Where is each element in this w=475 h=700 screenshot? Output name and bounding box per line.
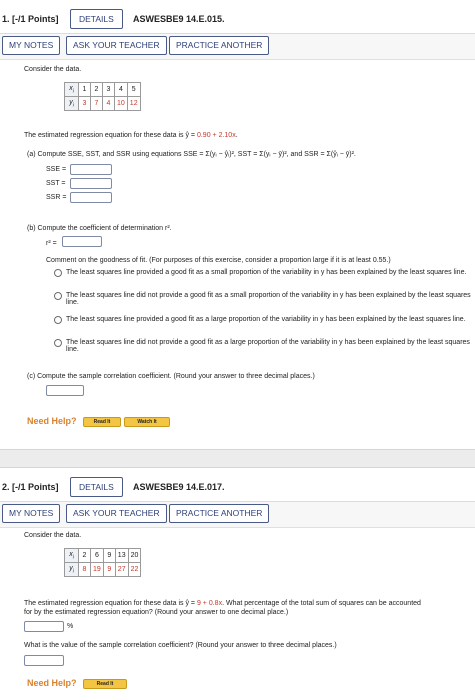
read-it-button[interactable]: Read It <box>83 679 127 689</box>
problem-toolbar <box>0 34 475 60</box>
table-cell: 20 <box>128 549 141 563</box>
option-radio-3[interactable] <box>54 316 62 324</box>
ask-teacher-button[interactable]: ASK YOUR TEACHER <box>66 36 167 55</box>
table-cell: 1 <box>79 83 91 97</box>
part-b-prompt: (b) Compute the coefficient of determination r². <box>27 225 172 232</box>
x-header: $x_i$ <box>65 549 79 563</box>
part-a-prompt: (a) Compute SSE, SST, and SSR using equations SSE = Σ(yᵢ − ŷᵢ)², SST = Σ(yᵢ − ȳ)², and SSR = Σ(ŷᵢ − ȳ)². <box>27 151 356 158</box>
goodness-of-fit-comment: Comment on the goodness of fit. (For purposes of this exercise, consider a proportion large if it is at least 0.55.) <box>46 257 391 264</box>
sst-label: SST = <box>46 180 66 187</box>
table-cell: 6 <box>91 549 104 563</box>
details-button[interactable]: DETAILS <box>70 9 123 29</box>
practice-another-button[interactable]: PRACTICE ANOTHER <box>169 504 269 523</box>
option-label-1: The least squares line provided a good fit as a small proportion of the variability in y has been explained by the least squares line. <box>66 269 467 276</box>
problem-header <box>0 468 475 502</box>
sse-input[interactable] <box>70 164 112 175</box>
table-row <box>65 549 141 563</box>
table-row <box>65 563 141 577</box>
problem-2 <box>0 468 475 688</box>
option-radio-2[interactable] <box>54 292 62 300</box>
consider-text: Consider the data. <box>24 66 82 73</box>
option-label-3: The least squares line provided a good fit as a large proportion of the variability in y has been explained by the least squares line. <box>66 316 466 323</box>
correlation-question: What is the value of the sample correlation coefficient? (Round your answer to three decimal places.) <box>24 642 337 649</box>
correlation-input[interactable] <box>46 385 84 396</box>
data-table <box>64 82 141 111</box>
sst-input[interactable] <box>70 178 112 189</box>
y-header: $y_i$ <box>65 97 79 111</box>
problem-points: 1. [-/1 Points] <box>2 14 59 24</box>
ssr-input[interactable] <box>70 192 112 203</box>
regression-equation: The estimated regression equation for these data is ŷ = 9 + 0.8x. What percentage of the total sum of squares can be accounted <box>24 600 421 607</box>
table-cell: 13 <box>115 549 128 563</box>
table-cell: 22 <box>128 563 141 577</box>
table-cell: 7 <box>91 97 103 111</box>
option-radio-4[interactable] <box>54 339 62 347</box>
problem-header <box>0 0 475 34</box>
option-label-4: The least squares line did not provide a good fit as a large proportion of the variability in y has been explained by the least squares line. <box>66 339 470 353</box>
part-c-prompt: (c) Compute the sample correlation coefficient. (Round your answer to three decimal places.) <box>27 373 315 380</box>
r2-label: r² = <box>46 240 57 247</box>
table-cell: 4 <box>115 83 128 97</box>
need-help-label: Need Help? <box>27 678 77 688</box>
option-label-2: The least squares line did not provide a good fit as a small proportion of the variability in y has been explained by the least squares line. <box>66 292 471 306</box>
table-cell: 9 <box>103 563 115 577</box>
problem-separator <box>0 449 475 468</box>
correlation-input[interactable] <box>24 655 64 666</box>
problem-code: ASWESBE9 14.E.015. <box>133 14 225 24</box>
watch-it-button[interactable]: Watch It <box>124 417 170 427</box>
table-cell: 5 <box>127 83 140 97</box>
problem-code: ASWESBE9 14.E.017. <box>133 482 225 492</box>
my-notes-button[interactable]: MY NOTES <box>2 504 60 523</box>
table-cell: 4 <box>103 97 115 111</box>
consider-text: Consider the data. <box>24 532 82 539</box>
problem-toolbar <box>0 502 475 528</box>
percentage-input[interactable] <box>24 621 64 632</box>
regression-question: for by the estimated regression equation? (Round your answer to one decimal place.) <box>24 609 289 616</box>
x-header: $x_i$ <box>65 83 79 97</box>
problem-points: 2. [-/1 Points] <box>2 482 59 492</box>
table-cell: 2 <box>91 83 103 97</box>
regression-equation: The estimated regression equation for these data is ŷ = 0.90 + 2.10x. <box>24 132 238 139</box>
percent-unit: % <box>67 623 74 630</box>
need-help-label: Need Help? <box>27 416 77 426</box>
r2-input[interactable] <box>62 236 102 247</box>
table-row <box>65 97 141 111</box>
table-cell: 10 <box>115 97 128 111</box>
table-cell: 9 <box>103 549 115 563</box>
option-radio-1[interactable] <box>54 269 62 277</box>
sse-label: SSE = <box>46 166 67 173</box>
table-row <box>65 83 141 97</box>
y-header: $y_i$ <box>65 563 79 577</box>
details-button[interactable]: DETAILS <box>70 477 123 497</box>
data-table <box>64 548 141 577</box>
table-cell: 12 <box>127 97 140 111</box>
ssr-label: SSR = <box>46 194 67 201</box>
my-notes-button[interactable]: MY NOTES <box>2 36 60 55</box>
table-cell: 3 <box>79 97 91 111</box>
table-cell: 8 <box>79 563 91 577</box>
practice-another-button[interactable]: PRACTICE ANOTHER <box>169 36 269 55</box>
ask-teacher-button[interactable]: ASK YOUR TEACHER <box>66 504 167 523</box>
table-cell: 19 <box>91 563 104 577</box>
table-cell: 27 <box>115 563 128 577</box>
table-cell: 2 <box>79 549 91 563</box>
table-cell: 3 <box>103 83 115 97</box>
read-it-button[interactable]: Read It <box>83 417 121 427</box>
